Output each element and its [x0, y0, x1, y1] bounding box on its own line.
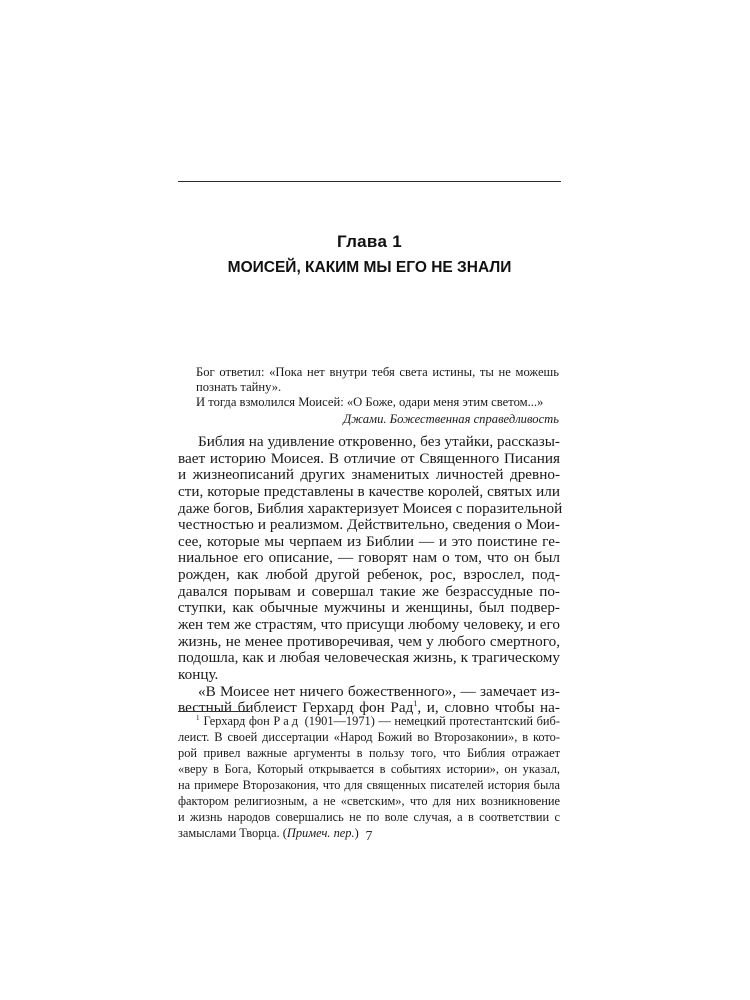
- body-line: рожден, как любой другой ребенок, рос, взрослел, под-: [178, 566, 560, 584]
- chapter-title: МОИСЕЙ, КАКИМ МЫ ЕГО НЕ ЗНАЛИ: [227, 259, 512, 276]
- translator-note: Примеч. пер.: [286, 826, 355, 840]
- body-line: сти, которые представлены в качестве королей, святых или: [178, 482, 560, 500]
- body-line: и жизнеописаний других знаменитых личностей древно-: [178, 466, 560, 484]
- body-line: сее, которые мы черпаем из Библии — и это поистине ге-: [178, 532, 560, 550]
- chapter-number: Глава 1: [336, 232, 402, 251]
- body-line: ниальное его описание, — говорят нам о том, что он был: [178, 549, 560, 567]
- footnote-text: ): [354, 826, 359, 840]
- footnote-text: замыслами Творца. (: [178, 826, 287, 840]
- footnote-line: рой привел важные аргументы в пользу того, что Библия отражает: [178, 746, 560, 760]
- body-line: жен тем же страстям, что присущи любому человеку, и его: [178, 616, 560, 634]
- page-number: 7: [365, 829, 373, 844]
- footnote-line: и жизнь народов совершались не по воле случая, а в соответствии с: [178, 810, 560, 824]
- body-line: жизнь, не менее противоречивая, чем у любого смертного,: [178, 632, 560, 650]
- footnote: [178, 713, 560, 841]
- body-line: давался порывам и совершал такие же безрассудные по-: [178, 582, 560, 600]
- body-line: подошла, как и любая человеческая жизнь, к трагическому: [178, 649, 560, 667]
- footnote-text: (1901—1971) — немецкий протестантский биб-: [301, 714, 560, 728]
- footnote-name-spaced: Рад: [273, 714, 302, 728]
- body-text: [178, 433, 563, 717]
- footnote-line: [178, 713, 560, 729]
- epigraph-attribution: Джами. Божественная справедливость: [343, 411, 559, 426]
- epigraph-line: Бог ответил: «Пока нет внутри тебя света истины, ты не можешь познать тайну».: [196, 365, 559, 395]
- footnote-reference[interactable]: 1: [413, 699, 418, 709]
- body-line-text: вестный библеист Герхард фон Рад: [178, 699, 414, 717]
- footnote-line: на примере Второзакония, что для священных писателей история была: [178, 778, 560, 792]
- body-line-text: , и, словно чтобы на-: [417, 699, 560, 717]
- footnote-name-prefix: Герхард фон: [203, 714, 274, 728]
- body-line: вает историю Моисея. В отличие от Священного Писания: [178, 449, 560, 467]
- body-line: честностью и реализмом. Действительно, сведения о Мои-: [178, 516, 560, 534]
- epigraph-line: И тогда взмолился Моисей: «О Боже, одари меня этим светом...»: [196, 395, 544, 410]
- footnote-marker: 1: [196, 714, 200, 722]
- footnote-separator: [178, 711, 250, 712]
- body-line: Библия на удивление откровенно, без утайки, рассказы-: [198, 433, 560, 450]
- epigraph: [196, 365, 559, 427]
- body-line: ступки, как обычные мужчины и женщины, был подвер-: [178, 599, 560, 617]
- body-line: даже богов, Библия характеризует Моисея с поразительной: [178, 499, 563, 517]
- footnote-line: лeист. В своей диссертации «Народ Божий во Второзаконии», в кото-: [178, 730, 560, 744]
- body-line: «В Моисее нет ничего божественного», — замечает из-: [198, 682, 560, 700]
- chapter-top-rule: [178, 181, 561, 182]
- footnote-line: «веру в Бога, Который открывается в событиях истории», он указал,: [178, 762, 560, 776]
- footnote-line: фактором религиозным, а не «светским», что для них возникновение: [178, 794, 560, 808]
- body-line: концу.: [178, 665, 219, 683]
